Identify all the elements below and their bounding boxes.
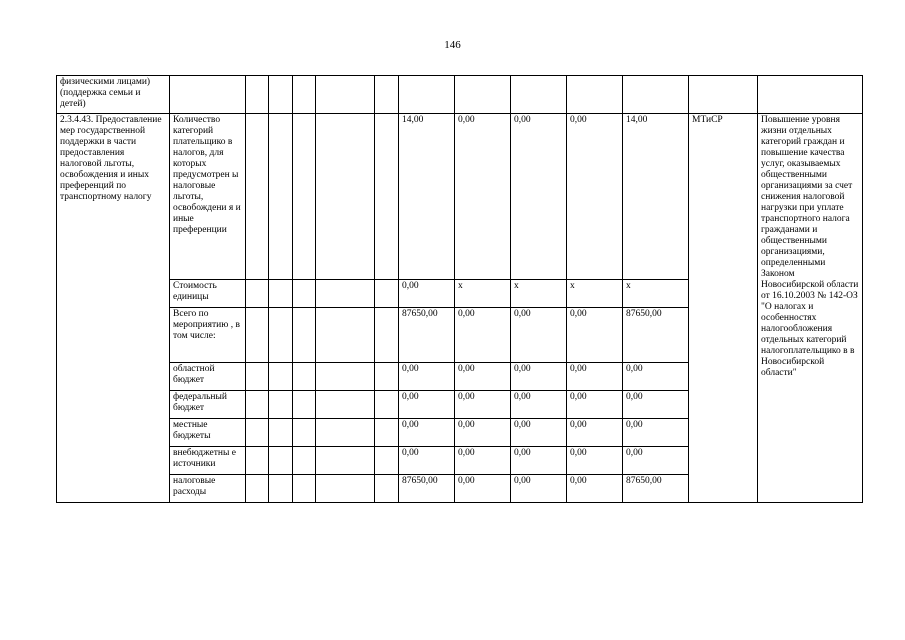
empty-cell <box>689 76 758 114</box>
empty-cell <box>316 447 375 475</box>
empty-cell <box>269 475 293 503</box>
empty-cell <box>316 76 375 114</box>
indicator-label-cell: Всего по мероприятию , в том числе: <box>170 308 246 363</box>
empty-cell <box>399 76 455 114</box>
value-cell: 0,00 <box>567 475 623 503</box>
empty-cell <box>623 76 689 114</box>
value-cell: 0,00 <box>567 419 623 447</box>
value-cell: x <box>511 280 567 308</box>
value-cell: x <box>567 280 623 308</box>
empty-cell <box>758 76 863 114</box>
empty-cell <box>293 76 316 114</box>
value-cell: 0,00 <box>623 363 689 391</box>
empty-cell <box>375 114 399 280</box>
value-cell: 0,00 <box>567 114 623 280</box>
indicator-label-cell: федеральный бюджет <box>170 391 246 419</box>
indicator-label-cell: налоговые расходы <box>170 475 246 503</box>
value-cell: 0,00 <box>455 419 511 447</box>
empty-cell <box>246 391 269 419</box>
value-cell: 0,00 <box>455 447 511 475</box>
value-cell: 0,00 <box>623 391 689 419</box>
value-cell: 87650,00 <box>399 475 455 503</box>
empty-cell <box>375 475 399 503</box>
empty-cell <box>246 447 269 475</box>
empty-cell <box>375 391 399 419</box>
empty-cell <box>375 419 399 447</box>
value-cell: 0,00 <box>455 308 511 363</box>
value-cell: x <box>455 280 511 308</box>
empty-cell <box>269 280 293 308</box>
executor-cell: МТиСР <box>689 114 758 503</box>
empty-cell <box>316 363 375 391</box>
value-cell: 0,00 <box>567 308 623 363</box>
value-cell: 0,00 <box>399 280 455 308</box>
empty-cell <box>269 363 293 391</box>
empty-cell <box>269 76 293 114</box>
empty-cell <box>246 419 269 447</box>
value-cell: 0,00 <box>567 391 623 419</box>
value-cell: 0,00 <box>623 447 689 475</box>
empty-cell <box>293 280 316 308</box>
indicator-label-cell: областной бюджет <box>170 363 246 391</box>
empty-cell <box>269 114 293 280</box>
value-cell: 0,00 <box>567 447 623 475</box>
empty-cell <box>246 363 269 391</box>
empty-cell <box>293 363 316 391</box>
empty-cell <box>293 308 316 363</box>
value-cell: 0,00 <box>455 114 511 280</box>
empty-cell <box>246 280 269 308</box>
empty-cell <box>316 280 375 308</box>
program-table <box>56 75 863 503</box>
value-cell: 14,00 <box>623 114 689 280</box>
value-cell: 0,00 <box>623 419 689 447</box>
empty-cell <box>316 308 375 363</box>
empty-cell <box>375 447 399 475</box>
value-cell: 0,00 <box>399 419 455 447</box>
empty-cell <box>567 76 623 114</box>
empty-cell <box>246 76 269 114</box>
empty-cell <box>455 76 511 114</box>
indicator-label-cell: Количество категорий плательщико в налогов, для которых предусмотрен ы налоговые льготы, освобождени я и иные преференции <box>170 114 246 280</box>
value-cell: 0,00 <box>455 475 511 503</box>
empty-cell <box>170 76 246 114</box>
empty-cell <box>375 363 399 391</box>
empty-cell <box>293 391 316 419</box>
value-cell: 0,00 <box>567 363 623 391</box>
value-cell: 0,00 <box>511 391 567 419</box>
empty-cell <box>316 391 375 419</box>
empty-cell <box>375 280 399 308</box>
value-cell: 14,00 <box>399 114 455 280</box>
empty-cell <box>269 419 293 447</box>
empty-cell <box>316 475 375 503</box>
value-cell: x <box>623 280 689 308</box>
value-cell: 0,00 <box>511 308 567 363</box>
page-number: 146 <box>444 39 461 51</box>
empty-cell <box>293 475 316 503</box>
value-cell: 0,00 <box>511 447 567 475</box>
empty-cell <box>269 447 293 475</box>
indicator-label-cell: внебюджетны е источники <box>170 447 246 475</box>
value-cell: 0,00 <box>399 391 455 419</box>
empty-cell <box>246 475 269 503</box>
empty-cell <box>246 114 269 280</box>
value-cell: 0,00 <box>511 363 567 391</box>
value-cell: 0,00 <box>511 419 567 447</box>
empty-cell <box>293 419 316 447</box>
value-cell: 0,00 <box>511 475 567 503</box>
empty-cell <box>269 308 293 363</box>
value-cell: 0,00 <box>399 447 455 475</box>
empty-cell <box>316 114 375 280</box>
continued-description-cell: физическими лицами) (поддержка семьи и детей) <box>57 76 170 114</box>
measure-description-cell: 2.3.4.43. Предоставление мер государственной поддержки в части предоставления налоговой льготы, освобождения и иных преференций по транспортному налогу <box>57 114 170 503</box>
empty-cell <box>293 114 316 280</box>
value-cell: 87650,00 <box>623 475 689 503</box>
empty-cell <box>293 447 316 475</box>
empty-cell <box>511 76 567 114</box>
value-cell: 87650,00 <box>399 308 455 363</box>
value-cell: 0,00 <box>455 363 511 391</box>
indicator-label-cell: местные бюджеты <box>170 419 246 447</box>
table-row-continued <box>57 76 863 114</box>
empty-cell <box>375 308 399 363</box>
empty-cell <box>316 419 375 447</box>
value-cell: 0,00 <box>455 391 511 419</box>
value-cell: 0,00 <box>399 363 455 391</box>
empty-cell <box>246 308 269 363</box>
expected-result-cell: Повышение уровня жизни отдельных категорий граждан и повышение качества услуг, оказываемых общественными организациями за счет снижения налоговой нагрузки при уплате транспортного налога гражданами и общественными организациями, определенными Законом Новосибирской области от 16.10.2003 № 142-ОЗ "О налогах и особенностях налогообложения отдельных категорий налогоплательщико в в Новосибирской области" <box>758 114 863 503</box>
table-row <box>57 114 863 280</box>
value-cell: 0,00 <box>511 114 567 280</box>
empty-cell <box>269 391 293 419</box>
empty-cell <box>375 76 399 114</box>
value-cell: 87650,00 <box>623 308 689 363</box>
indicator-label-cell: Стоимость единицы <box>170 280 246 308</box>
